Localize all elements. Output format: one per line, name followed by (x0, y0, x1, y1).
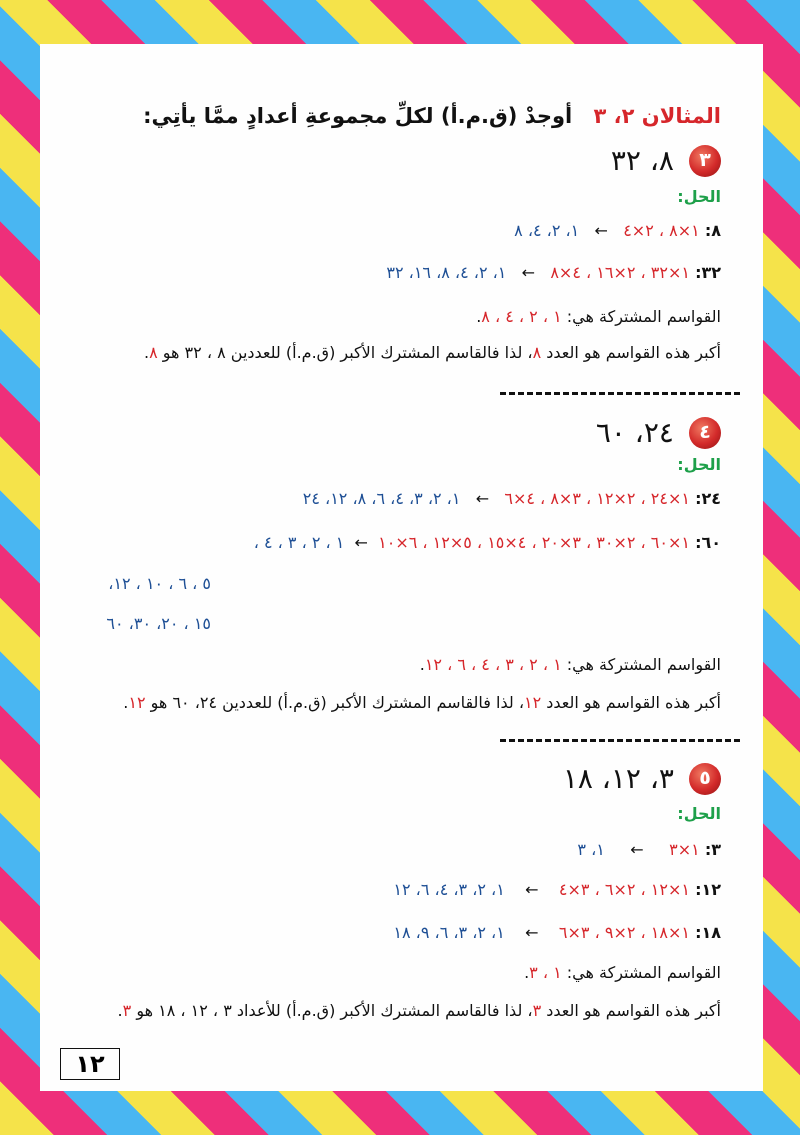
ex5-line1-label: ٣: (704, 840, 721, 859)
page (40, 44, 763, 1091)
ex4-line2-result: ١ ، ٢ ، ٣ ، ٤ ، (253, 533, 345, 552)
ex4-common-prefix: القواسم المشتركة هي: (566, 655, 721, 674)
separator-2 (500, 739, 740, 742)
ex4-gcf-answer: ١٢ (128, 693, 146, 712)
instruction-text: أوجدْ (ق.م.أ) لكلِّ مجموعةِ أعدادٍ ممَّا يأتِي: (143, 104, 573, 128)
exercise-5-badge: ٥ (689, 763, 721, 795)
solution-label-5: الحل: (677, 804, 721, 823)
ex3-common-factors: القواسم المشتركة هي: ١ ، ٢ ، ٤ ، ٨. (476, 307, 721, 326)
example-label: المثالان ٢، ٣ (593, 104, 721, 128)
ex5-gcf-b: ، لذا فالقاسم المشترك الأكبر (ق.م.أ) للأعداد ٣ ، ١٢ ، ١٨ هو (136, 1001, 533, 1020)
ex3-line1-label: ٨: (704, 221, 721, 240)
ex5-factor-line-2 (393, 880, 721, 899)
ex5-line2-pairs: ١×١٢ ، ٢×٦ ، ٣×٤ (558, 880, 690, 899)
ex3-line2-label: ٣٢: (695, 263, 721, 282)
ex5-factor-line-1 (577, 840, 721, 859)
ex3-line1-pairs: ١×٨ ، ٢×٤ (623, 221, 700, 240)
arrow-icon: ← (354, 533, 368, 552)
arrow-icon: ← (525, 923, 539, 942)
ex3-common-prefix: القواسم المشتركة هي: (566, 307, 721, 326)
ex5-gcf-num: ٣ (532, 1001, 542, 1020)
ex4-gcf-a: أكبر هذه القواسم هو العدد (546, 693, 721, 712)
ex4-gcf-b: ، لذا فالقاسم المشترك الأكبر (ق.م.أ) للعددين ٢٤، ٦٠ هو (150, 693, 524, 712)
arrow-icon: ← (630, 840, 644, 859)
ex4-line2-cont-1: ٥ ، ٦ ، ١٠ ، ١٢، (108, 574, 211, 593)
solution-label-4: الحل: (677, 455, 721, 474)
arrow-icon: ← (521, 263, 536, 282)
ex5-common-values: ١ ، ٣ (529, 963, 562, 982)
ex3-gcf-b: ، لذا فالقاسم المشترك الأكبر (ق.م.أ) للعددين ٨ ، ٣٢ هو (162, 343, 533, 362)
exercise-4-numbers: ٢٤، ٦٠ (595, 416, 674, 449)
ex4-factor-line-1 (303, 489, 721, 508)
ex5-line2-label: ١٢: (695, 880, 721, 899)
exercise-5-numbers: ٣، ١٢، ١٨ (562, 762, 674, 795)
ex3-line2-pairs: ١×٣٢ ، ٢×١٦ ، ٤×٨ (550, 263, 690, 282)
ex4-line1-label: ٢٤: (695, 489, 721, 508)
ex5-gcf-statement: أكبر هذه القواسم هو العدد ٣، لذا فالقاسم المشترك الأكبر (ق.م.أ) للأعداد ٣ ، ١٢ ، ١٨ هو ٣. (117, 1001, 721, 1020)
exercise-5-title (563, 762, 721, 795)
ex5-gcf-answer: ٣ (122, 1001, 132, 1020)
arrow-icon: ← (475, 489, 490, 508)
ex4-gcf-statement: أكبر هذه القواسم هو العدد ١٢، لذا فالقاسم المشترك الأكبر (ق.م.أ) للعددين ٢٤، ٦٠ هو ١٢. (123, 693, 721, 712)
solution-label-3: الحل: (677, 187, 721, 206)
separator-1 (500, 392, 740, 395)
ex5-line3-label: ١٨: (695, 923, 721, 942)
ex3-factor-line-1 (514, 221, 721, 240)
ex4-line2-label: ٦٠: (695, 533, 721, 552)
ex5-line1-result: ١، ٣ (577, 840, 605, 859)
ex5-line1-pairs: ١×٣ (669, 840, 700, 859)
ex3-line2-result: ١، ٢، ٤، ٨، ١٦، ٣٢ (386, 263, 507, 282)
ex4-common-factors: القواسم المشتركة هي: ١ ، ٢ ، ٣ ، ٤ ، ٦ ، ١٢. (419, 655, 721, 674)
ex4-factor-line-2 (254, 533, 721, 552)
ex3-line1-result: ١، ٢، ٤، ٨ (514, 221, 580, 240)
exercise-3-title (611, 144, 721, 177)
ex3-factor-line-2 (386, 263, 721, 282)
ex3-gcf-answer: ٨ (149, 343, 158, 362)
exercise-3-numbers: ٨، ٣٢ (610, 144, 674, 177)
ex5-common-factors: القواسم المشتركة هي: ١ ، ٣. (524, 963, 721, 982)
arrow-icon: ← (525, 880, 539, 899)
ex5-common-prefix: القواسم المشتركة هي: (566, 963, 721, 982)
ex3-gcf-statement: أكبر هذه القواسم هو العدد ٨، لذا فالقاسم المشترك الأكبر (ق.م.أ) للعددين ٨ ، ٣٢ هو ٨. (143, 343, 721, 362)
example-heading (143, 104, 721, 128)
ex4-line1-pairs: ١×٢٤ ، ٢×١٢ ، ٣×٨ ، ٤×٦ (504, 489, 690, 508)
ex5-factor-line-3 (393, 923, 721, 942)
exercise-4-title (596, 416, 721, 449)
ex5-line3-pairs: ١×١٨ ، ٢×٩ ، ٣×٦ (558, 923, 690, 942)
ex3-gcf-num: ٨ (532, 343, 542, 362)
ex3-common-values: ١ ، ٢ ، ٤ ، ٨ (481, 307, 562, 326)
ex4-common-values: ١ ، ٢ ، ٣ ، ٤ ، ٦ ، ١٢ (424, 655, 562, 674)
exercise-3-badge: ٣ (689, 145, 721, 177)
ex4-gcf-num: ١٢ (523, 693, 542, 712)
ex5-line2-result: ١، ٢، ٣، ٤، ٦، ١٢ (393, 880, 505, 899)
ex5-gcf-a: أكبر هذه القواسم هو العدد (546, 1001, 721, 1020)
exercise-4-badge: ٤ (689, 417, 721, 449)
page-number: ١٢ (60, 1048, 120, 1080)
ex3-gcf-a: أكبر هذه القواسم هو العدد (546, 343, 721, 362)
ex4-line2-pairs: ١×٦٠ ، ٢×٣٠ ، ٣×٢٠ ، ٤×١٥ ، ٥×١٢ ، ٦×١٠ (378, 533, 690, 552)
ex4-line1-result: ١، ٢، ٣، ٤، ٦، ٨، ١٢، ٢٤ (302, 489, 461, 508)
ex4-line2-cont-2: ١٥ ، ٢٠، ٣٠، ٦٠ (106, 614, 211, 633)
ex5-line3-result: ١، ٢، ٣، ٦، ٩، ١٨ (393, 923, 505, 942)
arrow-icon: ← (594, 221, 608, 240)
